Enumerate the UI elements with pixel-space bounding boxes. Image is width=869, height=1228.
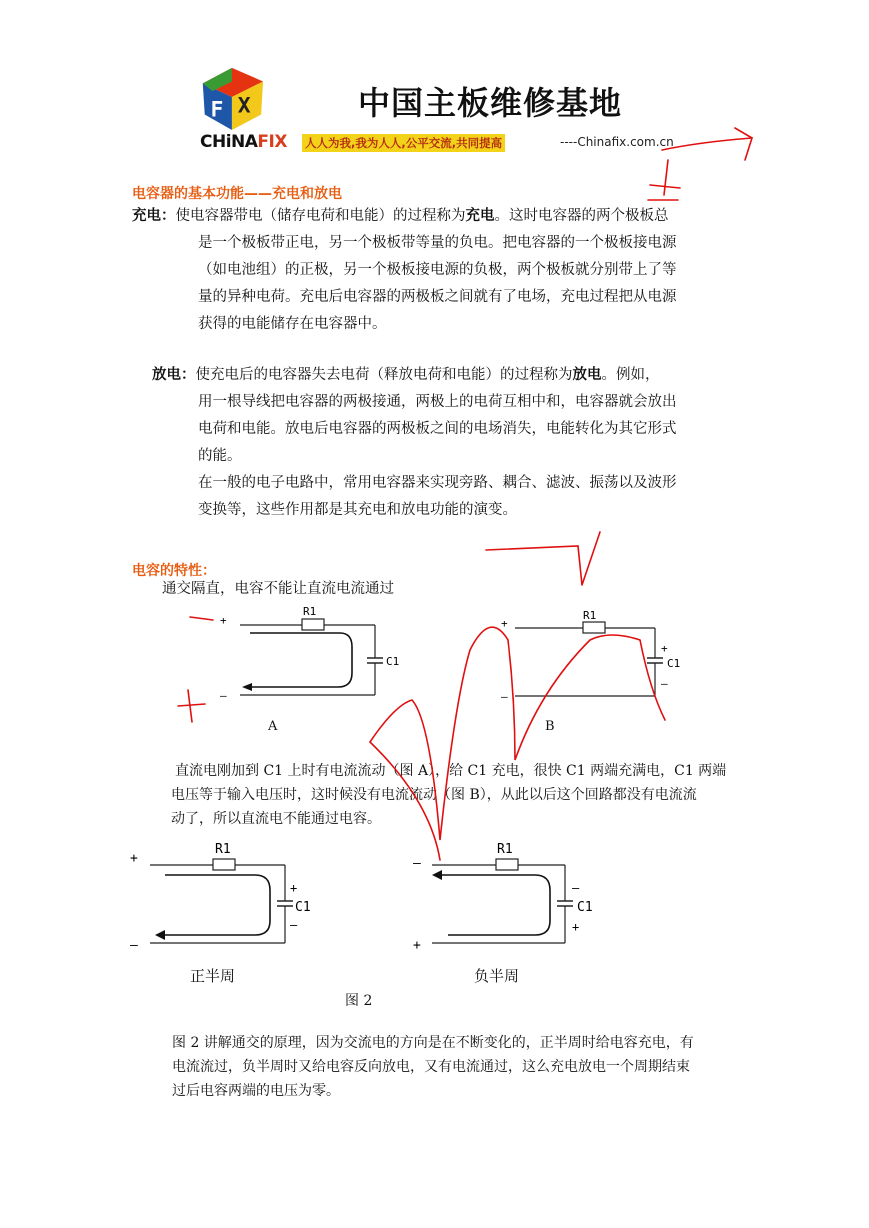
scribble-mark-top — [648, 160, 680, 200]
plus-sign-neg: + — [413, 938, 421, 953]
dc-explanation — [171, 759, 755, 831]
dc-line-0: 直流电刚加到 C1 上时有电流流动（图 A），给 C1 充电，很快 C1 两端充满电，C1 两端 — [175, 763, 727, 779]
svg-text:X: X — [237, 93, 251, 119]
charge-label: 充电 — [132, 208, 161, 224]
discharge-line-6: 在一般的电子电路中，常用电容器来实现旁路、耦合、滤波、振荡以及波形 — [198, 475, 677, 491]
charge-line-5: 量的异种电荷。充电后电容器的两极板之间就有了电场，充电过程把从电源 — [198, 289, 677, 305]
circuit-positive-half — [125, 835, 325, 960]
charge-line-0: 使电容器带电（储存电荷和电能）的过程称为 — [175, 208, 466, 224]
r1-label-pos: R1 — [215, 842, 231, 857]
section1-heading: 电容器的基本功能——充电和放电 — [132, 186, 342, 202]
c1-label-neg: C1 — [577, 900, 593, 915]
charge-paragraph — [132, 203, 752, 338]
scribble-mark-middle — [486, 532, 600, 585]
charge-line-6: 获得的电能储存在电容器中。 — [198, 316, 387, 332]
header-banner — [180, 62, 688, 150]
site-url: ----Chinafix.com.cn — [560, 135, 674, 149]
minus-sign-pos: – — [130, 938, 138, 953]
negative-half-caption: 负半周 — [474, 967, 520, 985]
charge-line-4: （如电池组）的正极，另一个极板接电源的负极，两个极板就分别带上了等 — [198, 262, 677, 278]
minus-sign-neg: – — [413, 856, 421, 871]
plus-sign-a: + — [220, 614, 227, 627]
discharge-line-5: 的能。 — [198, 448, 242, 464]
charge-line-3: 是一个极板带正电，另一个极板带等量的负电。把电容器的一个极板接电源 — [198, 235, 677, 251]
section2-heading: 电容的特性： — [132, 563, 216, 579]
plus-sign-b: + — [501, 617, 508, 630]
cap-plus-b: + — [661, 642, 668, 655]
fig-b-label: B — [545, 719, 555, 734]
minus-sign-b: – — [501, 690, 508, 703]
chinafix-cube-logo-icon — [180, 62, 280, 132]
cap-minus-pos: – — [290, 918, 298, 932]
cap-plus-pos: + — [290, 881, 298, 895]
dc-line-2: 动了，所以直流电不能通过电容。 — [171, 811, 381, 827]
ac-explanation — [172, 1031, 752, 1103]
discharge-paragraph — [152, 362, 752, 524]
section2-intro: 通交隔直，电容不能让直流电流通过 — [162, 581, 394, 597]
circuit-diagram-a — [210, 605, 410, 735]
circuit-diagram-b — [495, 605, 695, 735]
charge-colon: ： — [161, 208, 176, 224]
discharge-line-0: 使充电后的电容器失去电荷（释放电荷和电能）的过程称为 — [195, 367, 573, 383]
dc-line-1: 电压等于输入电压时，这时候没有电流流动（图 B），从此以后这个回路都没有电流流 — [171, 787, 697, 803]
ac-line-1: 电流流过，负半周时又给电容反向放电，又有电流通过，这么充电放电一个周期结束 — [172, 1059, 690, 1075]
brand-suffix: FIX — [257, 132, 287, 152]
cap-minus-b: – — [661, 677, 668, 690]
minus-sign-a: – — [220, 689, 227, 702]
discharge-term: 放电 — [572, 367, 602, 383]
r1-label-b: R1 — [583, 609, 597, 622]
circuit-negative-half — [410, 835, 610, 960]
discharge-line-4: 电荷和电能。放电后电容器的两极板之间的电场消失，电能转化为其它形式 — [198, 421, 677, 437]
charge-term: 充电 — [465, 208, 495, 224]
scribble-plus-left — [178, 690, 205, 722]
charge-line-2: 。这时电容器的两个极板总 — [494, 208, 669, 224]
figure-2-caption: 图 2 — [345, 993, 373, 1009]
r1-label-a: R1 — [303, 605, 317, 618]
cap-plus-neg: + — [572, 920, 580, 934]
discharge-colon: ： — [181, 367, 196, 383]
discharge-line-7: 变换等，这些作用都是其充电和放电功能的演变。 — [198, 502, 517, 518]
ac-line-2: 过后电容两端的电压为零。 — [172, 1083, 340, 1099]
c1-label-pos: C1 — [295, 900, 311, 915]
fig-a-label: A — [268, 719, 278, 734]
positive-half-caption: 正半周 — [190, 967, 236, 985]
slogan: 人人为我,我为人人,公平交流,共同提高 — [302, 134, 505, 152]
brand-name — [200, 132, 287, 152]
cap-minus-neg: – — [572, 881, 580, 895]
brand-prefix: CHiNA — [200, 132, 258, 152]
site-title: 中国主板维修基地 — [358, 84, 623, 122]
discharge-label: 放电 — [152, 367, 181, 383]
c1-label-b: C1 — [667, 657, 681, 670]
discharge-line-3: 用一根导线把电容器的两极接通，两极上的电荷互相中和，电容器就会放出 — [198, 394, 677, 410]
c1-label-a: C1 — [386, 655, 400, 668]
r1-label-neg: R1 — [497, 842, 513, 857]
plus-sign-pos: + — [130, 851, 138, 866]
svg-text:F: F — [210, 97, 224, 123]
ac-line-0: 图 2 讲解通交的原理，因为交流电的方向是在不断变化的，正半周时给电容充电，有 — [172, 1035, 694, 1051]
discharge-line-2: 。例如， — [601, 367, 660, 383]
